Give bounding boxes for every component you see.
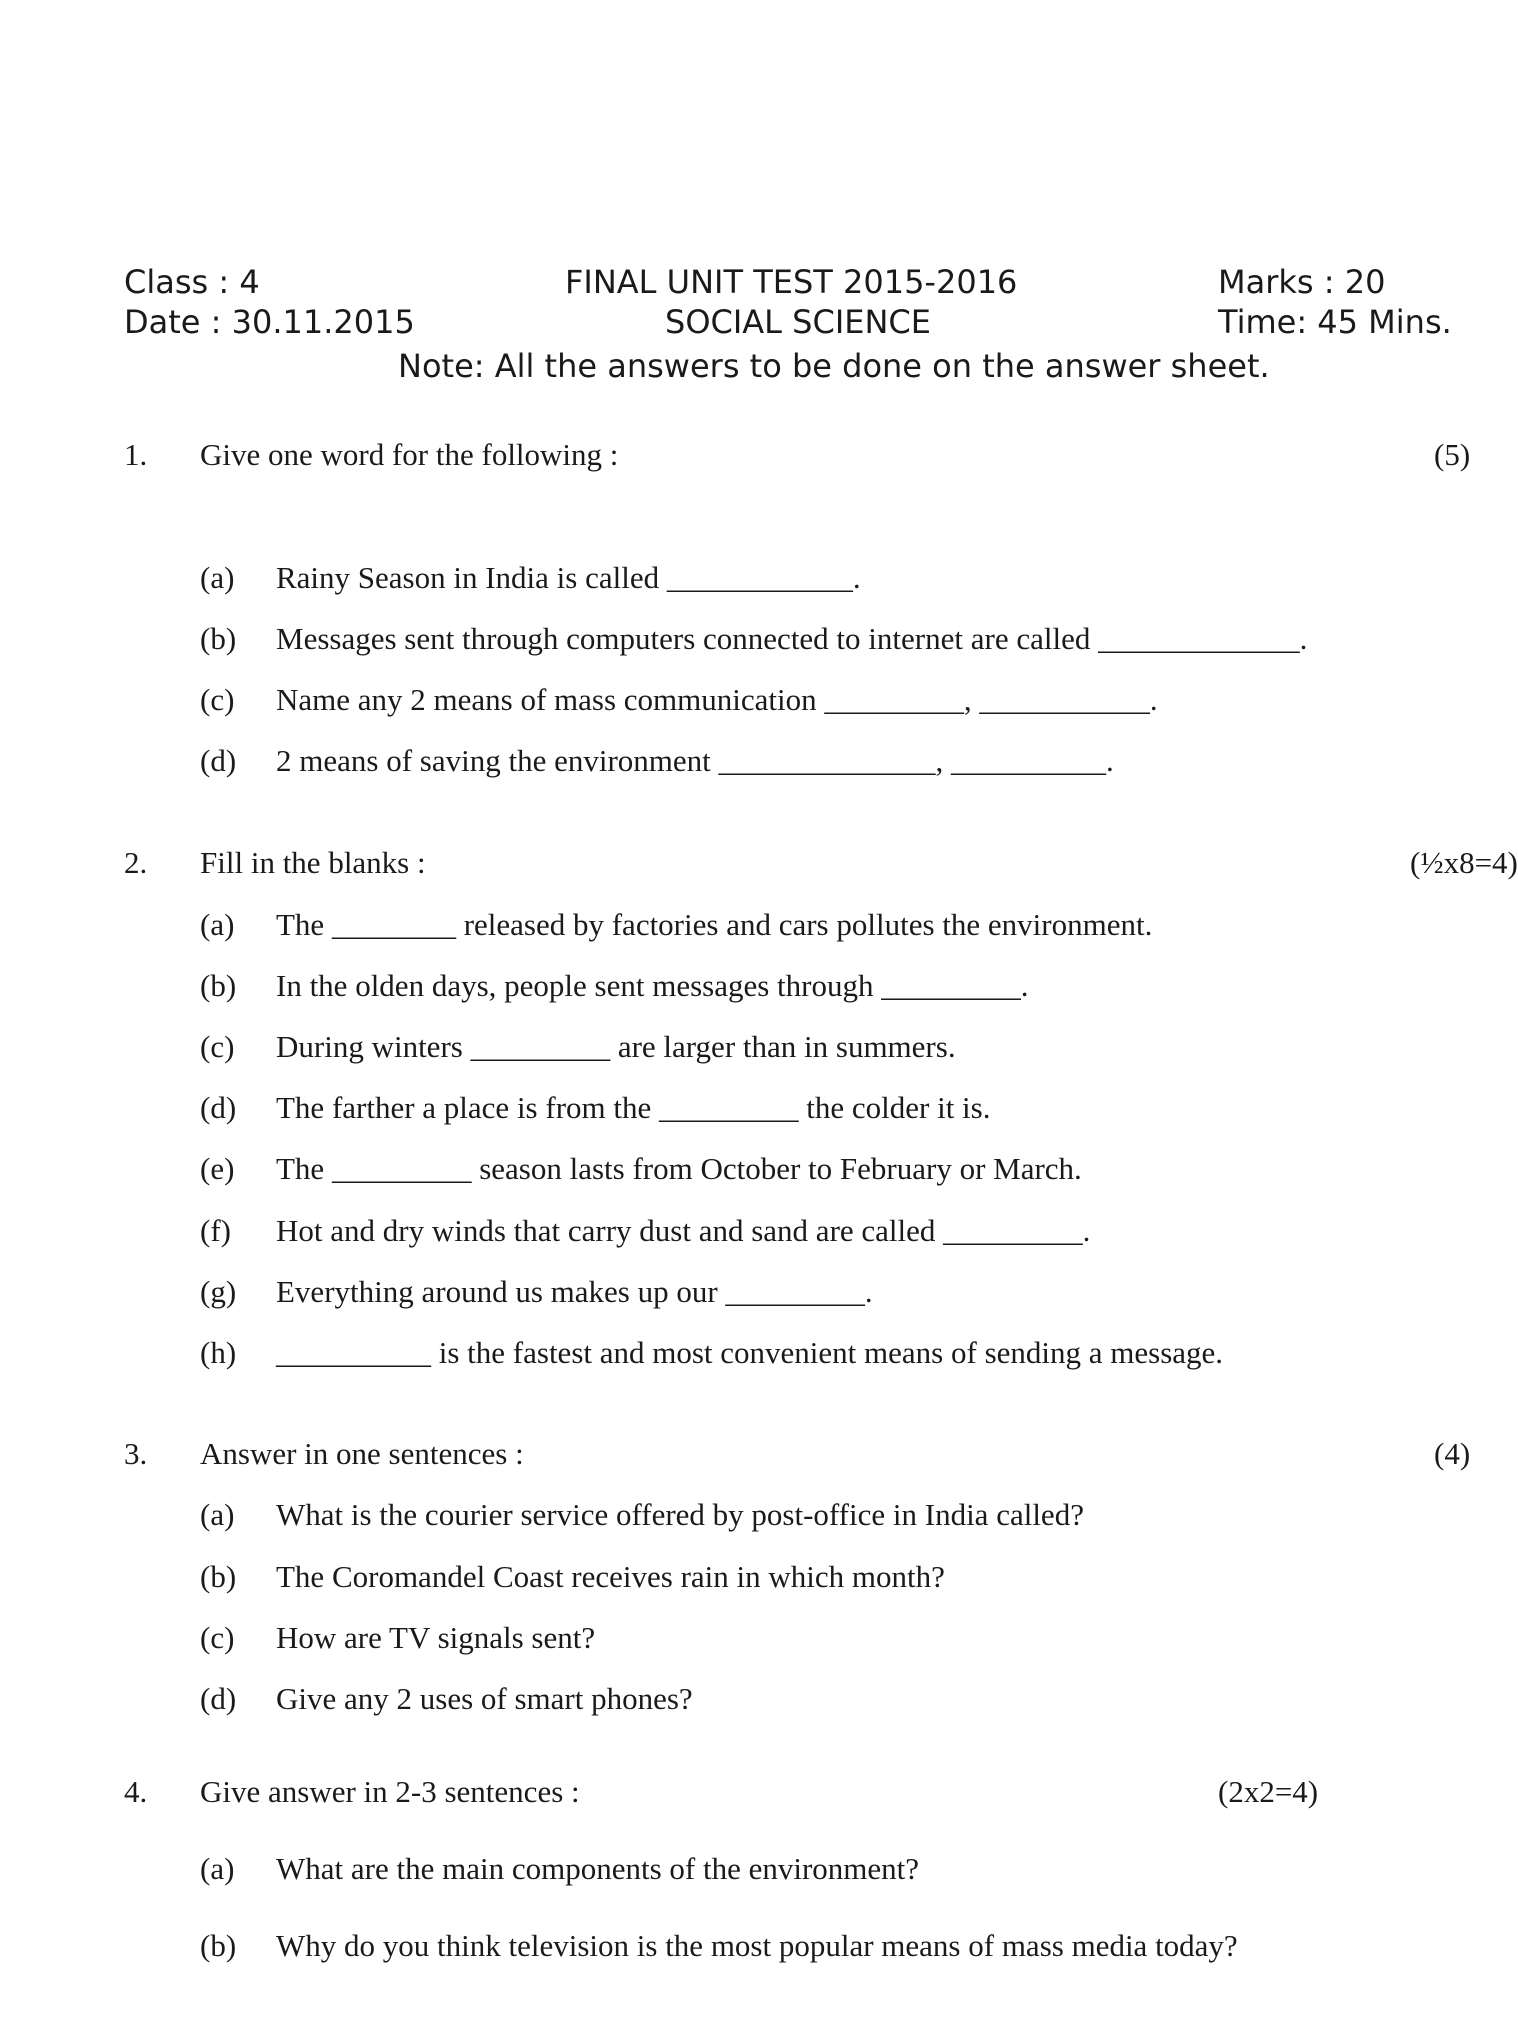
sub-question-text: Give any 2 uses of smart phones?	[276, 1681, 693, 1716]
sub-question-label: (b)	[200, 968, 237, 1003]
marks-label: Marks : 20	[1218, 263, 1386, 301]
sub-question-label: (e)	[200, 1151, 235, 1186]
sub-question-text: __________ is the fastest and most convenient means of sending a message.	[276, 1335, 1224, 1370]
sub-question-text: Hot and dry winds that carry dust and sand are called _________.	[276, 1213, 1091, 1248]
sub-question-label: (d)	[200, 743, 237, 778]
sub-question-label: (a)	[200, 907, 235, 942]
question-number: 2.	[124, 845, 148, 880]
sub-question-label: (b)	[200, 621, 237, 656]
sub-question-text: The Coromandel Coast receives rain in which month?	[276, 1559, 945, 1594]
sub-question-text: What is the courier service offered by post-office in India called?	[276, 1497, 1084, 1532]
sub-question-text: The farther a place is from the _________ the colder it is.	[276, 1090, 991, 1125]
question-number: 4.	[124, 1774, 148, 1809]
question-marks: (4)	[1434, 1436, 1471, 1471]
sub-question-label: (c)	[200, 682, 235, 717]
sub-question-text: Rainy Season in India is called ____________.	[276, 560, 861, 595]
sub-question-text: The ________ released by factories and cars pollutes the environment.	[276, 907, 1153, 942]
question-text: Fill in the blanks :	[200, 845, 426, 880]
sub-question-text: Messages sent through computers connected to internet are called _____________.	[276, 621, 1308, 656]
question-text: Answer in one sentences :	[200, 1436, 524, 1471]
question-number: 3.	[124, 1436, 148, 1471]
question-number: 1.	[124, 437, 148, 472]
question-marks: (½x8=4)	[1410, 845, 1518, 880]
sub-question-text: During winters _________ are larger than in summers.	[276, 1029, 956, 1064]
subject-title: SOCIAL SCIENCE	[665, 303, 931, 341]
sub-question-text: What are the main components of the environment?	[276, 1851, 920, 1886]
sub-question-text: How are TV signals sent?	[276, 1620, 596, 1655]
date-label: Date : 30.11.2015	[124, 303, 415, 341]
sub-question-label: (a)	[200, 1497, 235, 1532]
question-text: Give one word for the following :	[200, 437, 619, 472]
question-text: Give answer in 2-3 sentences :	[200, 1774, 580, 1809]
sub-question-text: Why do you think television is the most popular means of mass media today?	[276, 1928, 1238, 1963]
sub-question-label: (c)	[200, 1620, 235, 1655]
sub-question-label: (d)	[200, 1681, 237, 1716]
class-label: Class : 4	[124, 263, 260, 301]
sub-question-text: The _________ season lasts from October to February or March.	[276, 1151, 1082, 1186]
sub-question-label: (d)	[200, 1090, 237, 1125]
sub-question-text: In the olden days, people sent messages through _________.	[276, 968, 1029, 1003]
question-marks: (5)	[1434, 437, 1471, 472]
sub-question-label: (a)	[200, 560, 235, 595]
sub-question-label: (h)	[200, 1335, 237, 1370]
sub-question-label: (c)	[200, 1029, 235, 1064]
test-title: FINAL UNIT TEST 2015-2016	[565, 263, 1018, 301]
sub-question-text: Name any 2 means of mass communication _________, ___________.	[276, 682, 1158, 717]
instruction-note: Note: All the answers to be done on the answer sheet.	[398, 347, 1270, 385]
sub-question-text: 2 means of saving the environment ______________, __________.	[276, 743, 1114, 778]
sub-question-label: (a)	[200, 1851, 235, 1886]
time-label: Time: 45 Mins.	[1218, 303, 1452, 341]
sub-question-label: (g)	[200, 1274, 237, 1309]
sub-question-label: (b)	[200, 1928, 237, 1963]
sub-question-label: (b)	[200, 1559, 237, 1594]
sub-question-label: (f)	[200, 1213, 231, 1248]
sub-question-text: Everything around us makes up our _________.	[276, 1274, 873, 1309]
question-marks: (2x2=4)	[1218, 1774, 1319, 1809]
